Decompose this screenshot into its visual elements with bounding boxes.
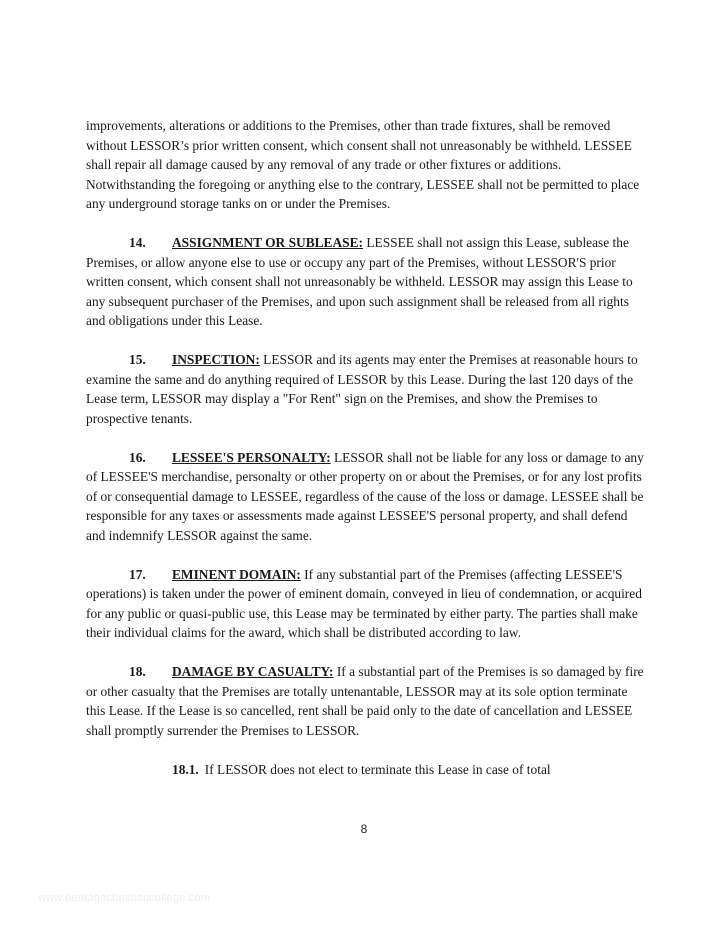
subsection-text: If LESSOR does not elect to terminate this Lease in case of total [204,761,551,777]
section-heading: LESSEE'S PERSONALTY: [172,449,331,465]
document-body [86,116,646,799]
section-number: 14. [129,235,146,250]
section-heading: ASSIGNMENT OR SUBLEASE: [172,235,363,250]
section-18 [86,662,646,740]
section-heading: DAMAGE BY CASUALTY: [172,664,334,679]
page-number: 8 [360,822,368,836]
section-heading: EMINENT DOMAIN: [172,566,301,582]
section-16 [86,448,646,546]
section-number: 17. [129,566,146,582]
section-number: 18. [129,664,146,679]
section-text: LESSEE shall not assign this Lease, sublease the Premises, or allow anyone else to use or occupy any part of the Premises, without LESSOR'S prior written consent, which consent shall not unreasonably be withheld. LESSOR may assign this Lease to any subsequent purchaser of the Premises, and upon such assignment shall be released from all rights and obligations under this Lease. [86,235,633,328]
section-heading: INSPECTION: [172,352,260,367]
section-text: LESSOR shall not be liable for any loss or damage to any of LESSEE'S merchandise, personalty or other property on or about the Premises, or for any lost profits of or consequential damage to LESSEE, regardless of the cause of the loss or damage. LESSEE shall be responsible for any taxes or assessments made against LESSEE'S personal property, and shall defend and indemnify LESSOR against the same. [86,449,644,543]
subsection-18-1 [172,760,646,780]
section-14 [86,233,646,331]
section-number: 16. [129,449,146,465]
intro-paragraph: improvements, alterations or additions to the Premises, other than trade fixtures, shall be removed without LESSOR’s prior written consent, which consent shall not unreasonably be withheld. LESSEE shall repair all damage caused by any removal of any trade or other fixtures or additions. Notwithstanding the foregoing or anything else to the contrary, LESSEE shall not be permitted to place any underground storage tanks on or under the Premises. [86,118,640,211]
section-text: If any substantial part of the Premises (affecting LESSEE'S operations) is taken under the power of eminent domain, conveyed in lieu of condemnation, or acquired for any public or quasi-public use, this Lease may be terminated by either party. The parties shall make their individual claims for the award, which shall be distributed according to law. [86,566,642,640]
watermark: www.heritagechristiancollege.com [38,892,211,904]
subsection-number: 18.1. [172,761,199,777]
section-17 [86,565,646,643]
section-text: LESSOR and its agents may enter the Premises at reasonable hours to examine the same and do anything required of LESSOR by this Lease. During the last 120 days of the Lease term, LESSOR may display a "For Rent" sign on the Premises, and show the Premises to prospective tenants. [86,352,638,426]
section-text: If a substantial part of the Premises is so damaged by fire or other casualty that the Premises are totally untenantable, LESSOR may at its sole option terminate this Lease. If the Lease is so cancelled, rent shall be paid only to the date of cancellation and LESSEE shall promptly surrender the Premises to LESSOR. [86,664,644,738]
section-15 [86,350,646,428]
section-number: 15. [129,352,146,367]
